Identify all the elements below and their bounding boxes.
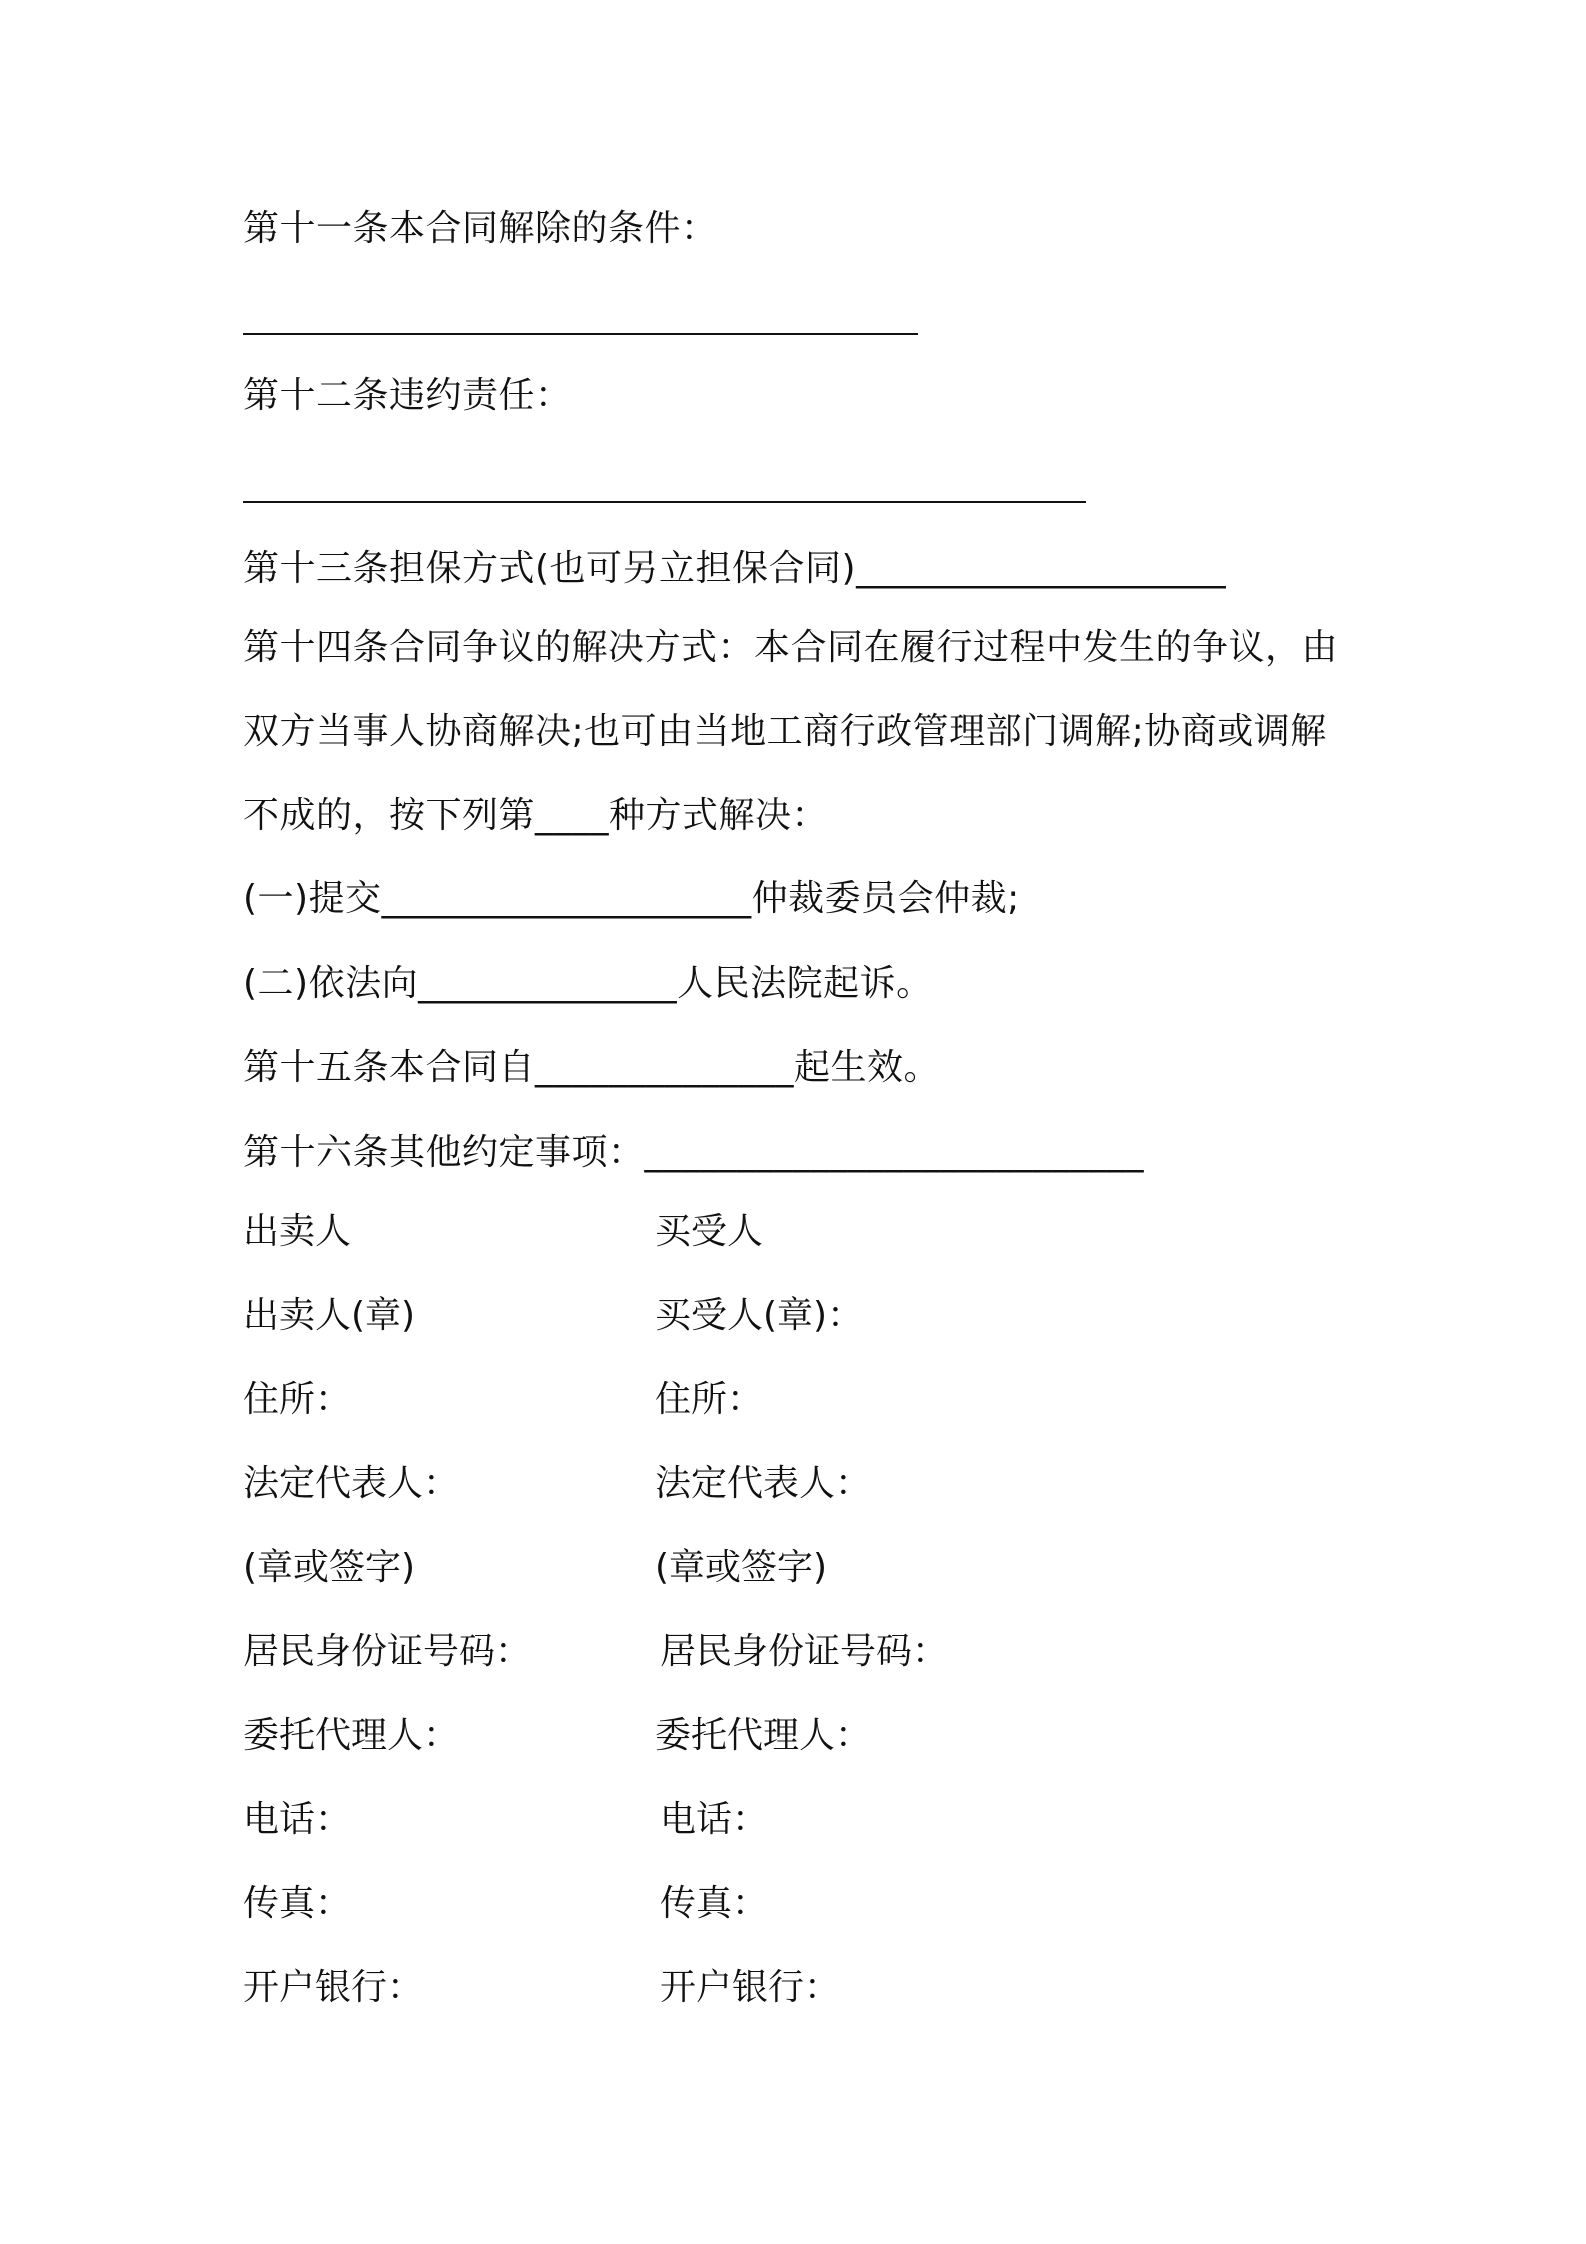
buyer-bank: 开户银行：: [660, 1967, 841, 2008]
buyer-id-number: 居民身份证号码：: [660, 1631, 949, 1672]
clause-12: 第十二条违约责任：: [243, 375, 572, 416]
clause-13: 第十三条担保方式(也可另立担保合同)____________________: [243, 548, 1227, 589]
clause-12-blank-line: [243, 501, 1086, 503]
buyer-legal-rep: 法定代表人：: [655, 1463, 872, 1504]
clause-15: 第十五条本合同自______________起生效。: [243, 1047, 941, 1088]
seller-heading: 出卖人: [243, 1211, 352, 1252]
seller-phone: 电话：: [243, 1799, 352, 1840]
seller-legal-rep: 法定代表人：: [243, 1463, 460, 1504]
seller-bank: 开户银行：: [243, 1967, 424, 2008]
seller-sign: (章或签字): [243, 1547, 416, 1588]
buyer-heading: 买受人: [655, 1211, 764, 1252]
seller-address: 住所：: [243, 1379, 352, 1420]
clause-11: 第十一条本合同解除的条件：: [243, 208, 718, 249]
buyer-seal: 买受人(章)：: [655, 1295, 864, 1336]
buyer-sign: (章或签字): [655, 1547, 828, 1588]
buyer-fax: 传真：: [660, 1883, 769, 1924]
seller-agent: 委托代理人：: [243, 1715, 460, 1756]
seller-id-number: 居民身份证号码：: [243, 1631, 532, 1672]
clause-14-line-3: 不成的，按下列第____种方式解决：: [243, 795, 829, 836]
buyer-phone: 电话：: [660, 1799, 769, 1840]
clause-16: 第十六条其他约定事项：___________________________: [243, 1132, 1145, 1173]
clause-14-line-2: 双方当事人协商解决;也可由当地工商行政管理部门调解;协商或调解: [243, 711, 1327, 752]
clause-14-line-1: 第十四条合同争议的解决方式：本合同在履行过程中发生的争议，由: [243, 627, 1339, 668]
buyer-address: 住所：: [655, 1379, 764, 1420]
clause-11-blank-line: [243, 333, 918, 335]
option-1: (一)提交____________________仲裁委员会仲裁;: [243, 878, 1020, 919]
buyer-agent: 委托代理人：: [655, 1715, 872, 1756]
option-2: (二)依法向______________人民法院起诉。: [243, 963, 933, 1004]
seller-seal: 出卖人(章): [243, 1295, 416, 1336]
seller-fax: 传真：: [243, 1883, 352, 1924]
